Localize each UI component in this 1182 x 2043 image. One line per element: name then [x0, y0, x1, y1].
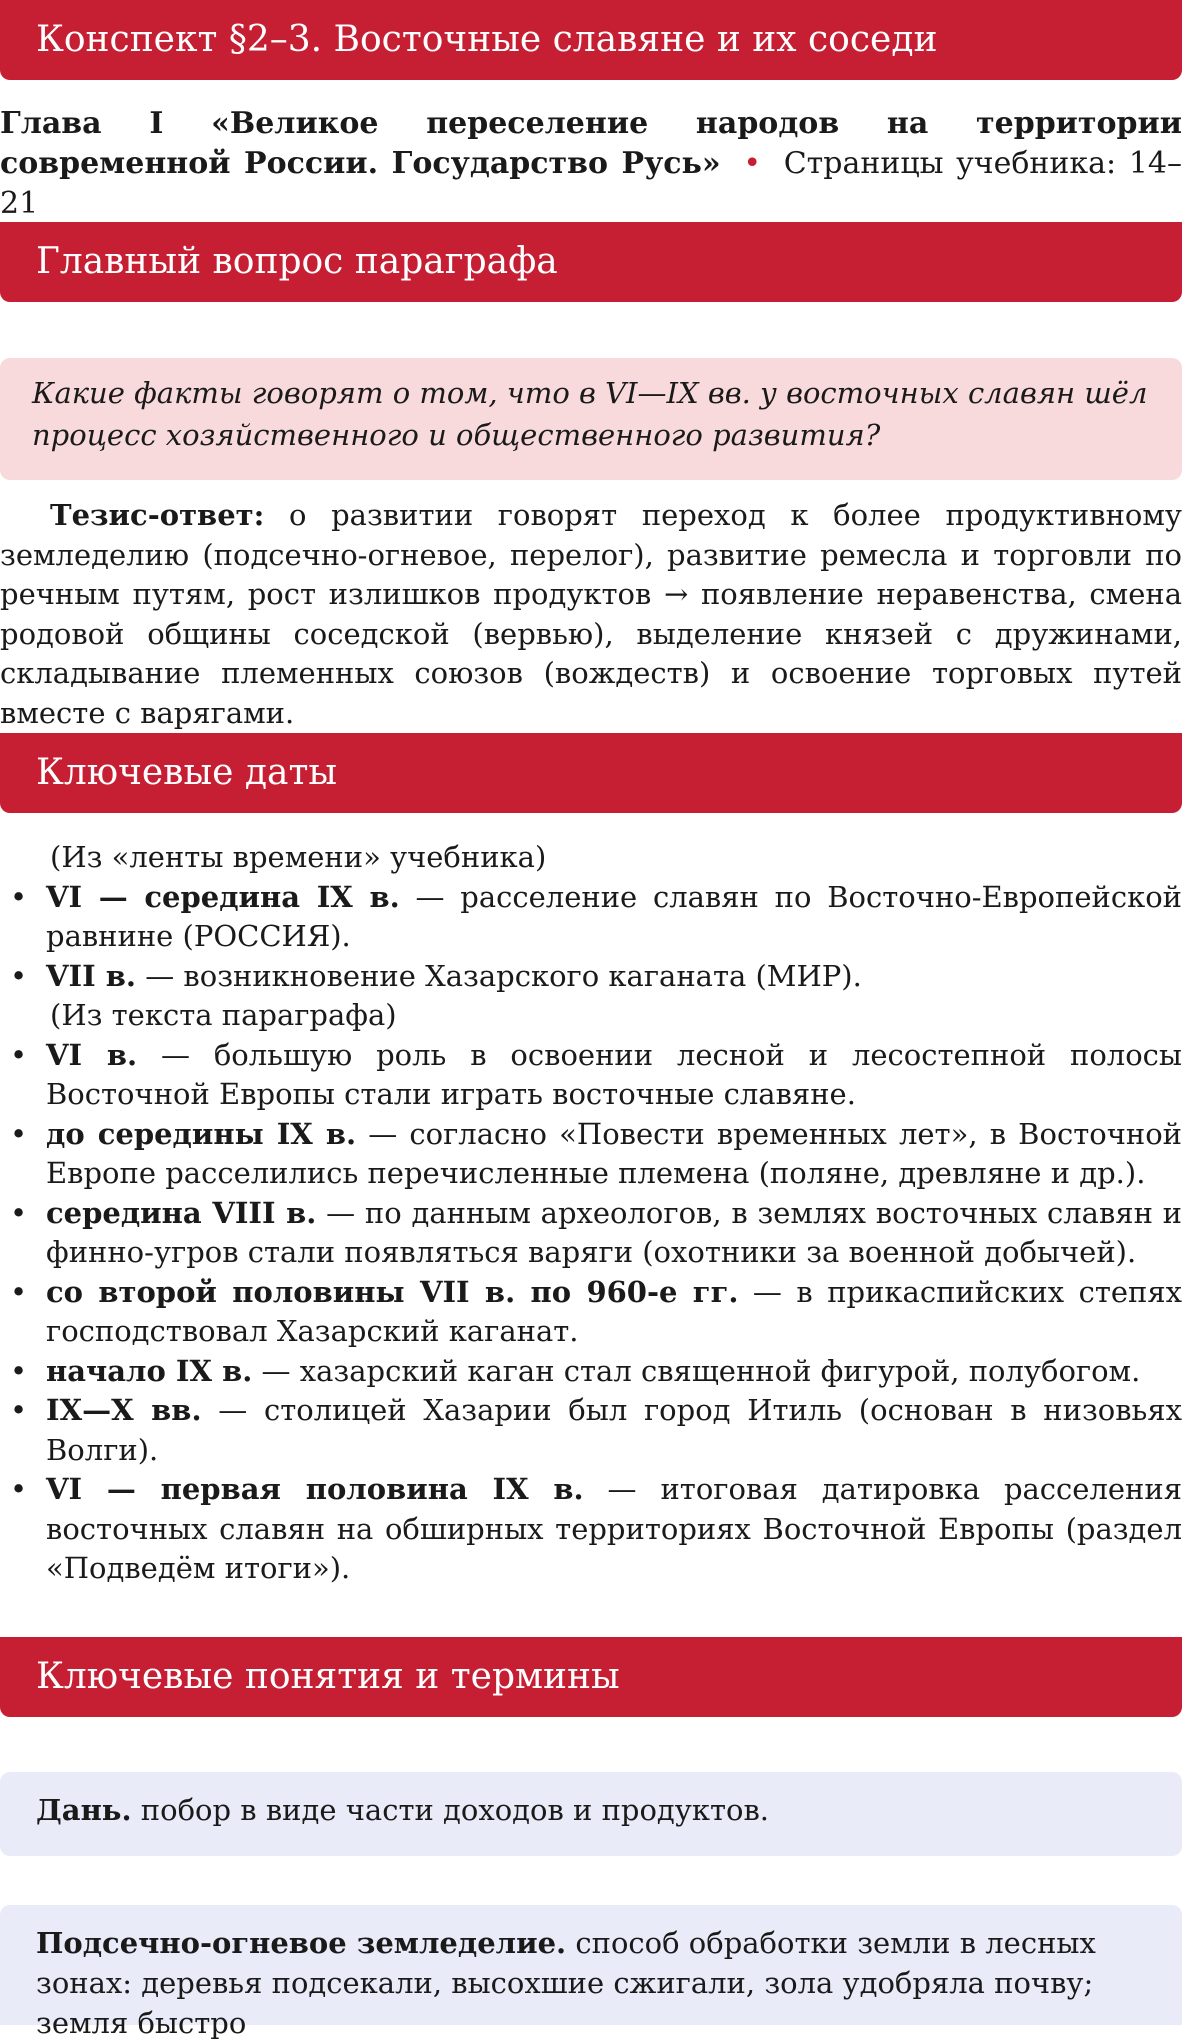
bullet-icon: •: [10, 1393, 28, 1427]
bullet-icon: •: [10, 1472, 28, 1506]
date-label: со второй половины VII в. по 960-е гг.: [46, 1274, 739, 1309]
source-note: (Из текста параграфа): [50, 998, 397, 1032]
list-item: [0, 1273, 1182, 1352]
term-definition: побор в виде части доходов и продуктов.: [131, 1793, 770, 1827]
bullet-icon: •: [10, 879, 28, 914]
page-title: Конспект §2–3. Восточные славяне и их соседи: [36, 19, 938, 60]
chapter-title: Глава I «Великое переселение народов на территории современной России. Государство Русь»: [0, 106, 1182, 181]
list-item: [0, 1194, 1182, 1273]
bullet-icon: •: [743, 146, 762, 181]
list-item: [0, 1470, 1182, 1589]
date-label: середина VIII в.: [46, 1195, 317, 1230]
list-item: [0, 1391, 1182, 1470]
term-name: Дань.: [36, 1793, 132, 1827]
date-description: — расселение славян по Восточно-Европейской равнине (РОССИЯ).: [46, 879, 1182, 953]
date-description: — итоговая датировка расселения восточных славян на обширных территориях Восточной Европы (раздел «Подведём итоги»).: [46, 1472, 1182, 1585]
date-description: — возникновение Хазарского каганата (МИР).: [135, 958, 862, 993]
date-description: — столицей Хазарии был город Итиль (основан в низовьях Волги).: [46, 1393, 1182, 1467]
main-question-text: Какие факты говорят о том, что в VI—IX вв. у восточных славян шёл процесс хозяйственного и общественного развития?: [32, 376, 1148, 452]
list-item: [0, 1036, 1182, 1115]
main-question-box: [0, 358, 1182, 480]
term-definition: способ обработки земли в лесных зонах: деревья подсекали, высохшие сжигали, зола удобряла почву; земля быстро: [36, 1926, 1096, 2040]
date-description: — по данным археологов, в землях восточных славян и финно-угров стали появляться варяги (охотники за военной добычей).: [46, 1195, 1182, 1269]
date-label: VII в.: [46, 958, 136, 993]
bullet-icon: •: [10, 1274, 28, 1309]
date-label: VI в.: [46, 1037, 138, 1072]
bullet-icon: •: [10, 958, 28, 993]
textbook-pages: Страницы учебника: 14–21: [0, 146, 1182, 221]
term-card: [0, 1772, 1182, 1856]
date-label: начало IX в.: [46, 1353, 253, 1388]
bullet-icon: •: [10, 1116, 28, 1151]
bullet-icon: •: [10, 1353, 28, 1388]
chapter-info: [0, 104, 1182, 224]
date-description: — хазарский каган стал священной фигурой, полубогом.: [252, 1353, 1141, 1388]
key-dates-list: [0, 838, 1182, 1589]
section-title: Ключевые даты: [36, 752, 338, 793]
section-header-main-question: [0, 222, 1182, 302]
date-label: до середины IX в.: [46, 1116, 357, 1151]
bullet-icon: •: [10, 1037, 28, 1072]
date-label: VI — середина IX в.: [46, 879, 400, 914]
date-description: — в прикаспийских степях господствовал Хазарский каганат.: [46, 1274, 1182, 1348]
source-note: (Из «ленты времени» учебника): [50, 840, 547, 874]
section-title: Главный вопрос параграфа: [36, 241, 558, 282]
list-item: [0, 878, 1182, 957]
thesis-label: Тезис-ответ:: [50, 498, 265, 532]
date-label: IX—X вв.: [46, 1393, 202, 1427]
list-item: [0, 1115, 1182, 1194]
section-header-key-dates: [0, 733, 1182, 813]
section-header-key-terms: [0, 1637, 1182, 1717]
term-card: [0, 1905, 1182, 2040]
section-title: Ключевые понятия и термины: [36, 1656, 620, 1697]
thesis-answer: [0, 496, 1182, 733]
term-name: Подсечно-огневое земледелие.: [36, 1926, 567, 1960]
thesis-text: о развитии говорят переход к более продуктивному земледелию (подсечно-огневое, перелог), развитие ремесла и торговли по речным путям, рост излишков продуктов → появление неравенства, смена родовой общины соседской (вервью), выделение князей с дружинами, складывание племенных союзов (вождеств) и освоение торговых путей вместе с варягами.: [0, 498, 1182, 730]
bullet-icon: •: [10, 1195, 28, 1230]
list-item: [0, 1352, 1182, 1392]
page-title-banner: [0, 0, 1182, 80]
list-item: [0, 957, 1182, 997]
date-label: VI — первая половина IX в.: [46, 1472, 584, 1506]
date-description: — большую роль в освоении лесной и лесостепной полосы Восточной Европы стали играть восточные славяне.: [46, 1037, 1182, 1111]
date-description: — согласно «Повести временных лет», в Восточной Европе расселились перечисленные племена (поляне, древляне и др.).: [46, 1116, 1182, 1190]
